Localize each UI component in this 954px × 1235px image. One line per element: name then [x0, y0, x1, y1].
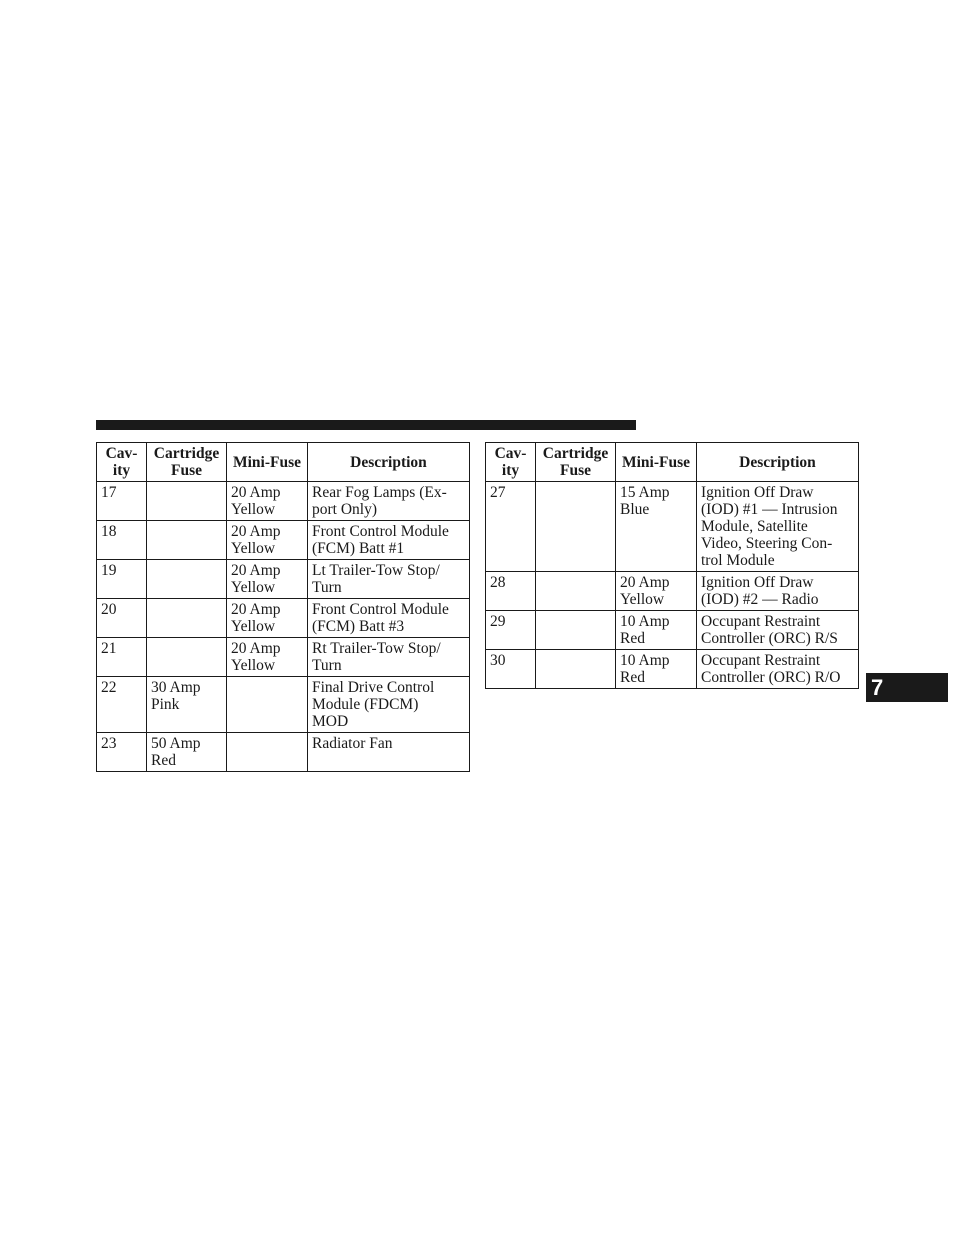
cavity-cell: 29 [486, 611, 536, 650]
description-cell: Front Control Module (FCM) Batt #1 [308, 521, 470, 560]
cartridge-fuse-cell [536, 482, 616, 572]
mini-fuse-cell: 10 Amp Red [616, 611, 697, 650]
header-cartridge-fuse: Cartridge Fuse [536, 443, 616, 482]
cartridge-fuse-cell: 30 Amp Pink [147, 677, 227, 733]
cavity-cell: 17 [97, 482, 147, 521]
cavity-cell: 27 [486, 482, 536, 572]
mini-fuse-cell: 20 Amp Yellow [616, 572, 697, 611]
description-cell: Front Control Module (FCM) Batt #3 [308, 599, 470, 638]
header-mini-fuse: Mini-Fuse [227, 443, 308, 482]
description-cell: Final Drive Control Module (FDCM) MOD [308, 677, 470, 733]
cartridge-fuse-cell [147, 521, 227, 560]
cartridge-fuse-cell [147, 482, 227, 521]
cavity-cell: 23 [97, 733, 147, 772]
description-cell: Ignition Off Draw (IOD) #2 — Radio [697, 572, 859, 611]
table-row [97, 599, 470, 638]
header-cartridge-fuse: Cartridge Fuse [147, 443, 227, 482]
header-description: Description [697, 443, 859, 482]
mini-fuse-cell [227, 677, 308, 733]
mini-fuse-cell: 10 Amp Red [616, 650, 697, 689]
cavity-cell: 28 [486, 572, 536, 611]
chapter-tab: 7 [866, 673, 948, 702]
table-row [97, 482, 470, 521]
table-row [97, 638, 470, 677]
mini-fuse-cell: 20 Amp Yellow [227, 482, 308, 521]
description-cell: Rear Fog Lamps (Ex- port Only) [308, 482, 470, 521]
cartridge-fuse-cell [536, 650, 616, 689]
cartridge-fuse-cell [147, 599, 227, 638]
description-cell: Radiator Fan [308, 733, 470, 772]
mini-fuse-cell: 20 Amp Yellow [227, 521, 308, 560]
cavity-cell: 30 [486, 650, 536, 689]
header-cavity: Cav- ity [486, 443, 536, 482]
cavity-cell: 20 [97, 599, 147, 638]
table-row [486, 572, 859, 611]
table-row [97, 677, 470, 733]
cavity-cell: 21 [97, 638, 147, 677]
mini-fuse-cell: 15 Amp Blue [616, 482, 697, 572]
header-cavity: Cav- ity [97, 443, 147, 482]
cavity-cell: 18 [97, 521, 147, 560]
mini-fuse-cell: 20 Amp Yellow [227, 638, 308, 677]
mini-fuse-cell: 20 Amp Yellow [227, 560, 308, 599]
table-row [486, 482, 859, 572]
cartridge-fuse-cell [147, 560, 227, 599]
table-row [486, 611, 859, 650]
mini-fuse-cell: 20 Amp Yellow [227, 599, 308, 638]
table-header-row [486, 443, 859, 482]
description-cell: Rt Trailer-Tow Stop/ Turn [308, 638, 470, 677]
table-row [97, 733, 470, 772]
cartridge-fuse-cell: 50 Amp Red [147, 733, 227, 772]
table-row [97, 521, 470, 560]
mini-fuse-cell [227, 733, 308, 772]
table-row [97, 560, 470, 599]
description-cell: Ignition Off Draw (IOD) #1 — Intrusion Module, Satellite Video, Steering Con- trol Module [697, 482, 859, 572]
cavity-cell: 22 [97, 677, 147, 733]
section-header-rule [96, 420, 636, 430]
table-header-row [97, 443, 470, 482]
header-description: Description [308, 443, 470, 482]
fuse-table-left [96, 442, 470, 772]
header-mini-fuse: Mini-Fuse [616, 443, 697, 482]
description-cell: Occupant Restraint Controller (ORC) R/O [697, 650, 859, 689]
cavity-cell: 19 [97, 560, 147, 599]
fuse-table-right [485, 442, 859, 689]
description-cell: Occupant Restraint Controller (ORC) R/S [697, 611, 859, 650]
description-cell: Lt Trailer-Tow Stop/ Turn [308, 560, 470, 599]
cartridge-fuse-cell [536, 611, 616, 650]
table-row [486, 650, 859, 689]
cartridge-fuse-cell [147, 638, 227, 677]
cartridge-fuse-cell [536, 572, 616, 611]
